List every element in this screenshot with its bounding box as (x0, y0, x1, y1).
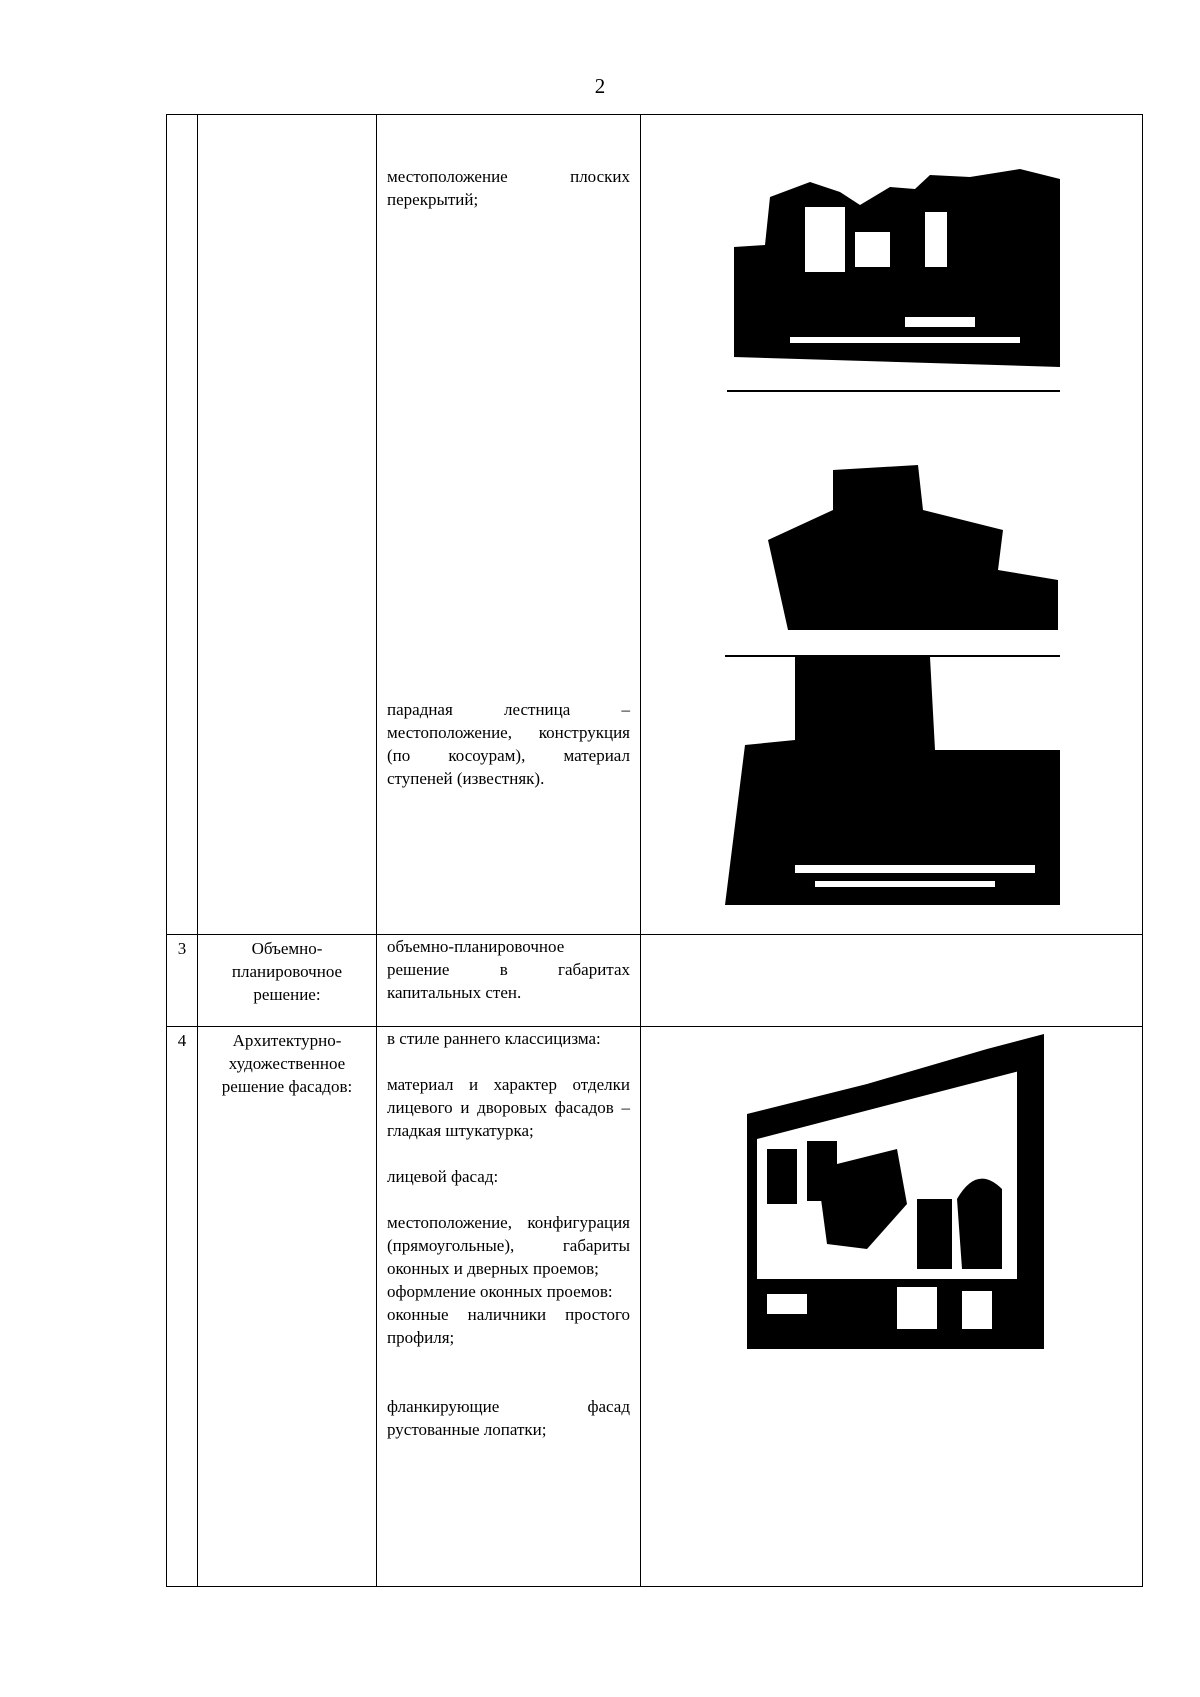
row-description (377, 1027, 641, 1587)
table-row (167, 935, 1143, 1027)
row-description (377, 115, 641, 935)
description-text: местоположение плоских перекрытий; (387, 167, 630, 209)
description-text: местоположение, конфигурация (прямоугольные), габариты оконных и дверных проемов; (387, 1213, 630, 1278)
photo-divider (727, 390, 1060, 392)
table-row (167, 1027, 1143, 1587)
row-number: 3 (167, 935, 198, 1027)
photo-cell (641, 935, 1143, 1027)
photo-cell (641, 1027, 1143, 1587)
ceiling-photo (730, 117, 1060, 367)
row-name (198, 115, 377, 935)
description-text: оформление оконных проемов: (387, 1282, 613, 1301)
features-table (166, 114, 1143, 1587)
description-text: объемно-планировочное решение в габаритах капитальных стен. (387, 937, 630, 1002)
row-number: 4 (167, 1027, 198, 1587)
description-text: лицевой фасад: (387, 1167, 499, 1186)
facade-photo (747, 1029, 1044, 1349)
row-name: Архитектурно-художественное решение фасадов: (198, 1027, 377, 1587)
staircase-photo-upper (738, 450, 1058, 630)
staircase-photo-lower (725, 655, 1060, 905)
page-number: 2 (594, 74, 606, 98)
description-text: парадная лестница – местоположение, конструкция (по косоурам), материал ступеней (известняк). (387, 700, 630, 788)
description-text: фланкирующие фасад рустованные лопатки; (387, 1397, 630, 1439)
description-text: материал и характер отделки лицевого и дворовых фасадов – гладкая штукатурка; (387, 1075, 630, 1140)
row-name: Объемно-планировочное решение: (198, 935, 377, 1027)
row-description (377, 935, 641, 1027)
description-text: в стиле раннего классицизма: (387, 1029, 601, 1048)
row-number (167, 115, 198, 935)
table-row (167, 115, 1143, 935)
photo-cell (641, 115, 1143, 935)
description-text: оконные наличники простого профиля; (387, 1305, 630, 1347)
